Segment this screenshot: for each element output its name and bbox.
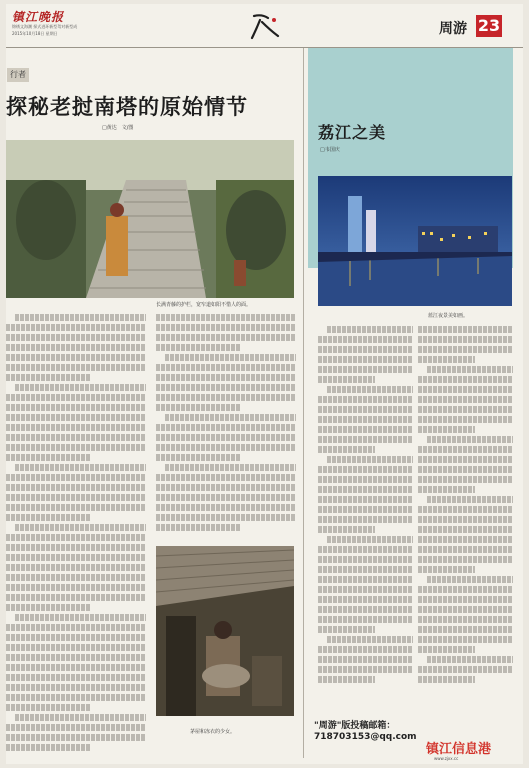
- article-text-column-2: [156, 314, 296, 546]
- feature-byline: □韦国庆: [320, 147, 340, 153]
- page-number-badge: 23: [477, 16, 501, 35]
- article-byline: □黄达 文/图: [102, 125, 134, 131]
- section-title: 周游: [439, 21, 467, 37]
- hotline-label: "周游"版投稿邮箱：: [314, 721, 396, 731]
- photo2-caption: 茅屋和冻衣的少女。: [190, 729, 236, 735]
- feature-title: 荔江之美: [318, 123, 387, 142]
- site-watermark: 镇江信息港: [426, 742, 492, 757]
- hut-girl-photo: [156, 546, 294, 716]
- river-night-photo: [318, 176, 512, 306]
- article-headline: 探秘老挝南塔的原始情节: [6, 95, 248, 119]
- article-text-column-1: [6, 314, 146, 754]
- paper-logo: 镇江晚报: [12, 10, 65, 24]
- column-tag: 行者: [7, 68, 29, 82]
- feature-text-column-2: [418, 326, 513, 706]
- watermark-url: www.zjxx.cc: [434, 756, 459, 761]
- culture-calligraphy-icon: [248, 10, 282, 44]
- masthead: [6, 4, 523, 48]
- masthead-date: 2015年10月18日 星期日: [12, 31, 58, 36]
- column-divider: [303, 48, 304, 758]
- temple-stairs-photo: [6, 140, 294, 298]
- hotline-email: 718703153@qq.com: [314, 732, 417, 742]
- newspaper-page: [6, 4, 523, 764]
- photo3-caption: 蓝江夜景美如画。: [428, 313, 469, 319]
- photo1-caption: 长满青藤的护栏，宽窄道如阳不惜人的面。: [156, 302, 252, 308]
- feature-text-column-1: [318, 326, 413, 706]
- masthead-subtitle: 锦绣文海潮 探式进环新型驾对新型成: [12, 24, 78, 29]
